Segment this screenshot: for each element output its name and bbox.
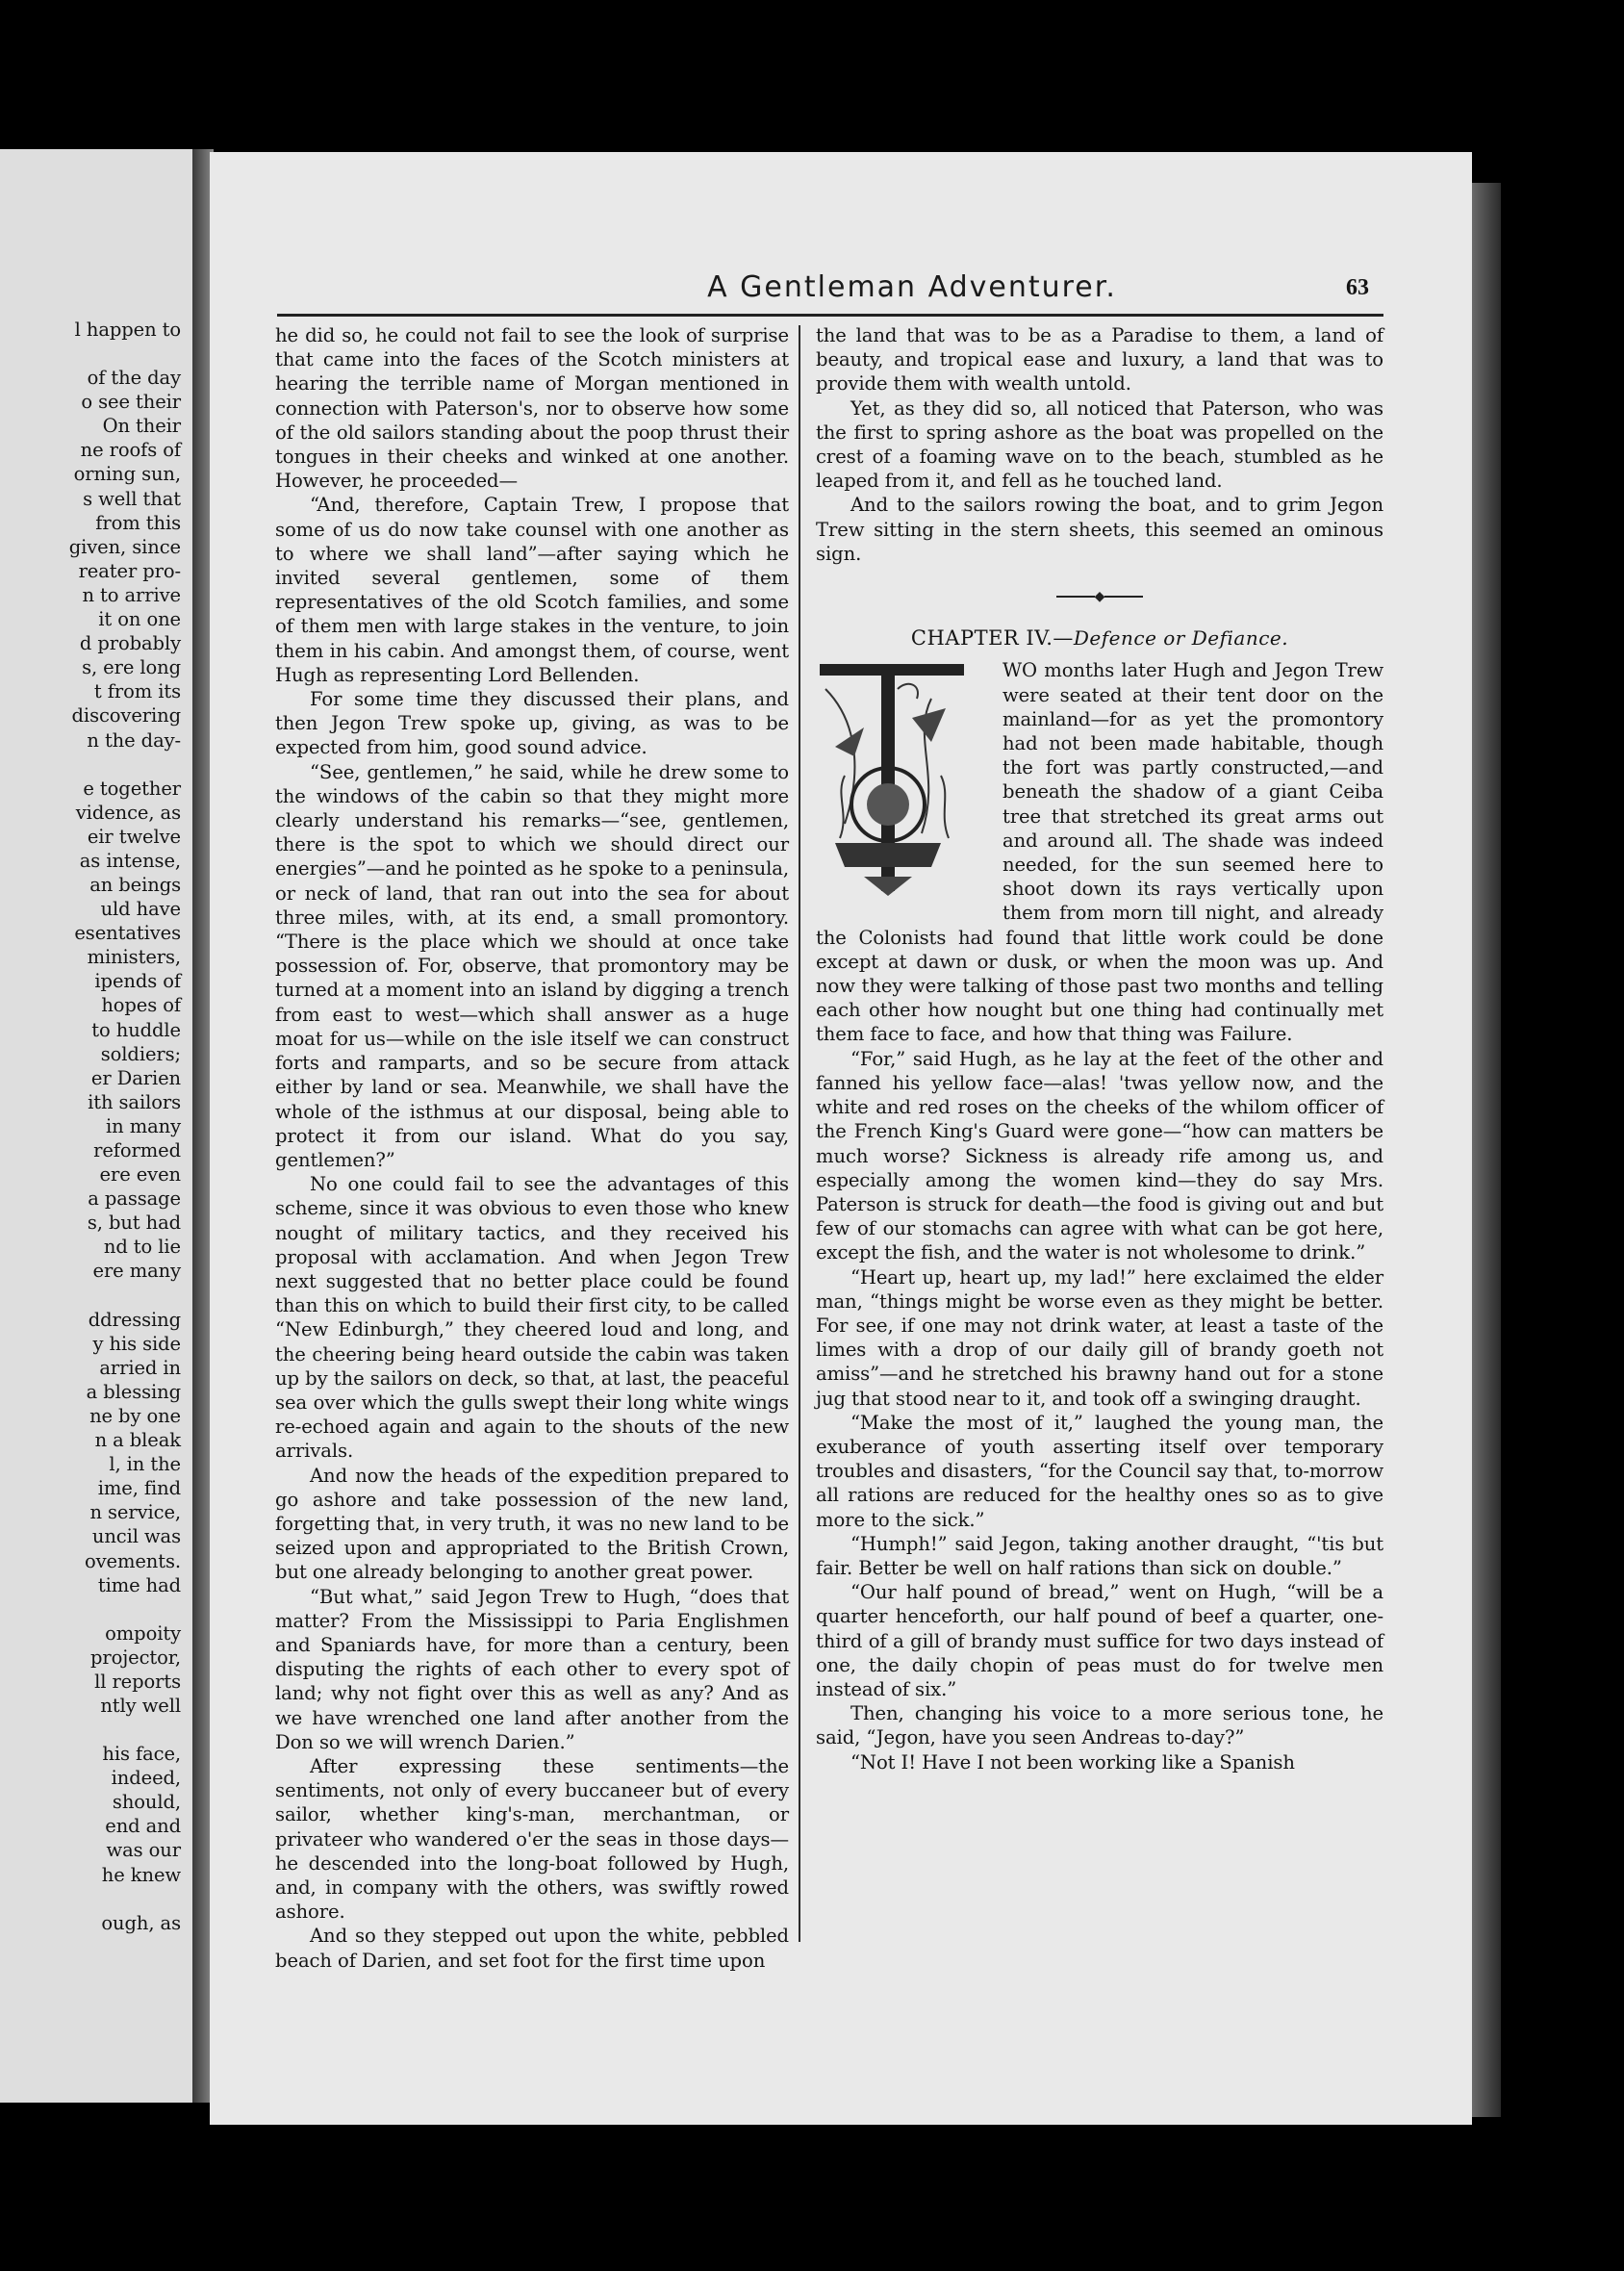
paragraph: For some time they discussed their plans, and then Jegon Trew spoke up, giving, as was to be expected from him, good sound advice. bbox=[275, 688, 789, 759]
previous-page-line: a passage bbox=[88, 1187, 181, 1211]
paragraph: “Humph!” said Jegon, taking another draught, “'tis but fair. Better be well on half rations than sick on double.” bbox=[816, 1532, 1383, 1579]
previous-page-line bbox=[0, 1887, 181, 1911]
previous-page-line: in many bbox=[106, 1114, 181, 1137]
paragraph: “Heart up, heart up, my lad!” here exclaimed the elder man, “things might be worse even as they might be better. For see, if one may not drink water, at least a taste of the limes with a drop of our daily gill of brandy goeth not amiss”—and he stretched his brawny hand out for a stone jug that stood near to it, and took off a swinging draught. bbox=[816, 1265, 1383, 1410]
previous-page-line: d probably bbox=[79, 632, 181, 655]
previous-page-line: ovements. bbox=[84, 1549, 181, 1572]
previous-page-line: ith sailors bbox=[88, 1090, 181, 1113]
paragraph: WO months later Hugh and Jegon Trew were seated at their tent door on the mainland—for as yet the promontory had not been made habitable, though the fort was partly constructed,—and beneath the shadow of a giant Ceiba tree that stretched its great arms out and around all. The shade was indeed needed, for the sun seemed here to shoot down its rays vertically upon them from morn till night, and already the Colonists had found that little work could be done except at dawn or dusk, or when the moon was up. And now they were talking of those past two months and telling each other how nought but one thing had continually met them face to face, and how that thing was Failure. bbox=[816, 659, 1383, 1046]
chapter-title: Defence or Defiance. bbox=[1073, 626, 1289, 651]
paragraph: “For,” said Hugh, as he lay at the feet of the other and fanned his yellow face—alas! 'twas yellow now, and the white and red roses on the cheeks of the whilom officer of the French King's Guard were gone—“how can matters be much worse? Sickness is already rife among us, and especially among the women kind—they do say Mrs. Paterson is struck for death—the food is giving out and but few of our stomachs can agree with what can be got here, except the fish, and the water is not wholesome to drink.” bbox=[816, 1047, 1383, 1264]
chapter-number: CHAPTER IV.— bbox=[910, 626, 1074, 651]
paragraph: And so they stepped out upon the white, pebbled beach of Darien, and set foot for the first time upon bbox=[275, 1925, 789, 1972]
previous-page-line: soldiers; bbox=[100, 1042, 181, 1065]
header-rule bbox=[277, 314, 1383, 317]
previous-page-line: ddressing bbox=[88, 1308, 181, 1331]
paragraph: “Make the most of it,” laughed the young man, the exuberance of youth asserting itself over temporary troubles and disasters, “for the Council say that, to-morrow all rations are reduced for the healthy ones so as to give more to the sick.” bbox=[816, 1411, 1383, 1531]
previous-page-line: hopes of bbox=[101, 994, 181, 1017]
previous-page bbox=[0, 149, 192, 2103]
previous-page-line: a blessing bbox=[86, 1380, 181, 1403]
previous-page-line: y his side bbox=[92, 1332, 181, 1355]
previous-page-line: nd to lie bbox=[103, 1236, 181, 1259]
previous-page-line: it on one bbox=[98, 608, 181, 631]
previous-page-line: arried in bbox=[99, 1356, 181, 1379]
previous-page-line: his face, bbox=[102, 1743, 181, 1766]
previous-page-line: orning sun, bbox=[73, 463, 181, 486]
previous-page-line: On their bbox=[102, 415, 181, 438]
paragraph: the land that was to be as a Paradise to them, a land of beauty, and tropical ease and luxury, a land that was to provide them with wealth untold. bbox=[816, 324, 1383, 396]
paragraph: “Our half pound of bread,” went on Hugh, “will be a quarter henceforth, our half pound of beef a quarter, one-third of a gill of brandy must suffice for two days instead of one, the daily chopin of peas must do for twelve men instead of six.” bbox=[816, 1581, 1383, 1700]
previous-page-line bbox=[0, 342, 181, 366]
paragraph: Then, changing his voice to a more serious tone, he said, “Jegon, have you seen Andreas to-day?” bbox=[816, 1702, 1383, 1749]
previous-page-line: ne by one bbox=[89, 1404, 181, 1427]
previous-page-line: time had bbox=[97, 1573, 181, 1596]
paragraph: “Not I! Have I not been working like a Spanish bbox=[850, 1750, 1295, 1773]
previous-page-line bbox=[0, 753, 181, 777]
previous-page-line: n service, bbox=[89, 1501, 181, 1524]
previous-page-line: ntly well bbox=[100, 1694, 181, 1717]
previous-page-line: ll reports bbox=[94, 1670, 181, 1693]
running-head: A Gentleman Adventurer. bbox=[707, 270, 1117, 304]
previous-page-line: l happen to bbox=[74, 319, 181, 341]
left-column bbox=[275, 323, 789, 1973]
book-page bbox=[210, 152, 1472, 2125]
paragraph: Yet, as they did so, all noticed that Paterson, who was the first to spring ashore as the boat was propelled on the crest of a foaming wave on to the beach, stumbled as he leaped from it, and fell as he touched land. bbox=[816, 396, 1383, 493]
previous-page-line: given, since bbox=[68, 535, 181, 558]
decorated-initial-t-icon bbox=[816, 660, 989, 903]
previous-page-line: uncil was bbox=[91, 1525, 181, 1548]
paragraph: After expressing these sentiments—the sentiments, not only of every buccaneer but of every sailor, whether king's-man, merchantman, or privateer who wandered o'er the seas in those days—he descended into the long-boat followed by Hugh, and, in company with the others, was swiftly rowed ashore. bbox=[275, 1754, 789, 1924]
previous-page-line: l, in the bbox=[109, 1453, 181, 1476]
right-column bbox=[816, 323, 1383, 1774]
column-rule bbox=[799, 325, 800, 1942]
chapter-heading bbox=[816, 626, 1383, 651]
previous-page-line: ministers, bbox=[87, 946, 181, 969]
paragraph: “See, gentlemen,” he said, while he drew some to the windows of the cabin so that they might more clearly understand his remarks—“see, gentlemen, there is the spot to which we should direct our energies”—and he pointed as he spoke to a peninsula, or neck of land, that ran out into the sea for about three miles, with, at its end, a small promontory. “There is the place which we should at once take possession of. For, observe, that promontory may be turned at a moment into an island by digging a trench from east to west—which shall answer as a huge moat for us—while on the isle itself we can construct forts and ramparts, and so be secure from attack either by land or sea. Meanwhile, we shall have the whole of the isthmus at our disposal, being able to protect it from our island. What do you say, gentlemen?” bbox=[275, 760, 789, 1171]
previous-page-line: reater pro- bbox=[78, 559, 181, 582]
previous-page-line: ere even bbox=[99, 1163, 181, 1187]
previous-page-line: of the day bbox=[87, 367, 181, 390]
previous-page-line: o see their bbox=[81, 391, 181, 414]
previous-page-line: n the day- bbox=[87, 728, 181, 752]
previous-page-line: end and bbox=[105, 1815, 181, 1838]
previous-page-line: ime, find bbox=[97, 1477, 181, 1500]
paragraph: And to the sailors rowing the boat, and to grim Jegon Trew sitting in the stern sheets, this seemed an ominous sign. bbox=[816, 494, 1383, 565]
previous-page-line: ere many bbox=[92, 1260, 181, 1283]
previous-page-line: reformed bbox=[93, 1139, 181, 1161]
previous-page-line: eir twelve bbox=[87, 825, 181, 848]
section-ornament: ◆ bbox=[816, 585, 1383, 609]
previous-page-line: was our bbox=[106, 1839, 181, 1862]
previous-page-line: ne roofs of bbox=[80, 439, 181, 462]
previous-page-line: e together bbox=[83, 777, 181, 800]
paragraph: “And, therefore, Captain Trew, I propose that some of us do now take counsel with one another as to where we shall land”—after saying which he invited several gentlemen, some of them representatives of the old Scotch families, and some of them men with large stakes in the venture, to join them in his cabin. And amongst them, of course, went Hugh as representing Lord Bellenden. bbox=[275, 494, 789, 686]
previous-page-line: s well that bbox=[83, 487, 181, 510]
previous-page-line bbox=[0, 1718, 181, 1742]
previous-page-line: projector, bbox=[89, 1646, 181, 1669]
previous-page-line: vidence, as bbox=[75, 801, 181, 824]
previous-page-line: esentatives bbox=[74, 922, 181, 945]
previous-page-line: ough, as bbox=[101, 1911, 181, 1934]
previous-page-line: s, but had bbox=[87, 1212, 181, 1235]
previous-page-line: uld have bbox=[100, 898, 181, 921]
previous-page-line: discovering bbox=[71, 704, 181, 727]
previous-page-text bbox=[0, 318, 181, 1935]
previous-page-line: as intense, bbox=[79, 849, 181, 872]
page-number: 63 bbox=[1346, 275, 1369, 300]
previous-page-line: indeed, bbox=[111, 1767, 181, 1790]
previous-page-line: s, ere long bbox=[82, 656, 181, 679]
page-edge bbox=[1472, 183, 1501, 2117]
previous-page-line: an beings bbox=[89, 873, 181, 896]
previous-page-line: t from its bbox=[93, 680, 181, 703]
previous-page-line: n a bleak bbox=[94, 1429, 181, 1452]
paragraph: And now the heads of the expedition prepared to go ashore and take possession of the new land, forgetting that, in very truth, it was no new land to be seized upon and appropriated to the British Crown, but one already belonging to another great power. bbox=[275, 1464, 789, 1584]
previous-page-line bbox=[0, 1597, 181, 1621]
previous-page-line: to huddle bbox=[91, 1018, 181, 1041]
previous-page-line: he knew bbox=[101, 1863, 181, 1886]
previous-page-line: n to arrive bbox=[82, 583, 181, 606]
previous-page-line: ipends of bbox=[94, 970, 181, 993]
previous-page-line: should, bbox=[112, 1791, 181, 1814]
paragraph: “But what,” said Jegon Trew to Hugh, “does that matter? From the Mississippi to Paria Englishmen and Spaniards have, for more than a century, been disputing the rights of each other to every spot of land; why not fight over this as well as any? And as we have wrenched one land after another from the Don so we will wrench Darien.” bbox=[275, 1585, 789, 1753]
previous-page-line: er Darien bbox=[90, 1066, 181, 1089]
paragraph: No one could fail to see the advantages of this scheme, since it was obvious to even those who knew nought of military tactics, and they received his proposal with acclamation. And when Jegon Trew next suggested that no better place could be found than this on which to build their first city, to be called “New Edinburgh,” they cheered loud and long, and the cheering being heard outside the cabin was taken up by the sailors on deck, so that, at last, the peaceful sea over which the gulls swept their long white wings re-echoed again and again to the shouts of the new arrivals. bbox=[275, 1173, 789, 1463]
previous-page-line: from this bbox=[95, 511, 181, 534]
paragraph: he did so, he could not fail to see the look of surprise that came into the faces of the Scotch ministers at hearing the terrible name of Morgan mentioned in connection with Paterson's, nor to observe how some of the old sailors standing about the poop thrust their tongues in their cheeks and winked at one another. However, he proceeded— bbox=[275, 324, 789, 493]
previous-page-line bbox=[0, 1284, 181, 1308]
previous-page-line: ompoity bbox=[105, 1621, 181, 1645]
